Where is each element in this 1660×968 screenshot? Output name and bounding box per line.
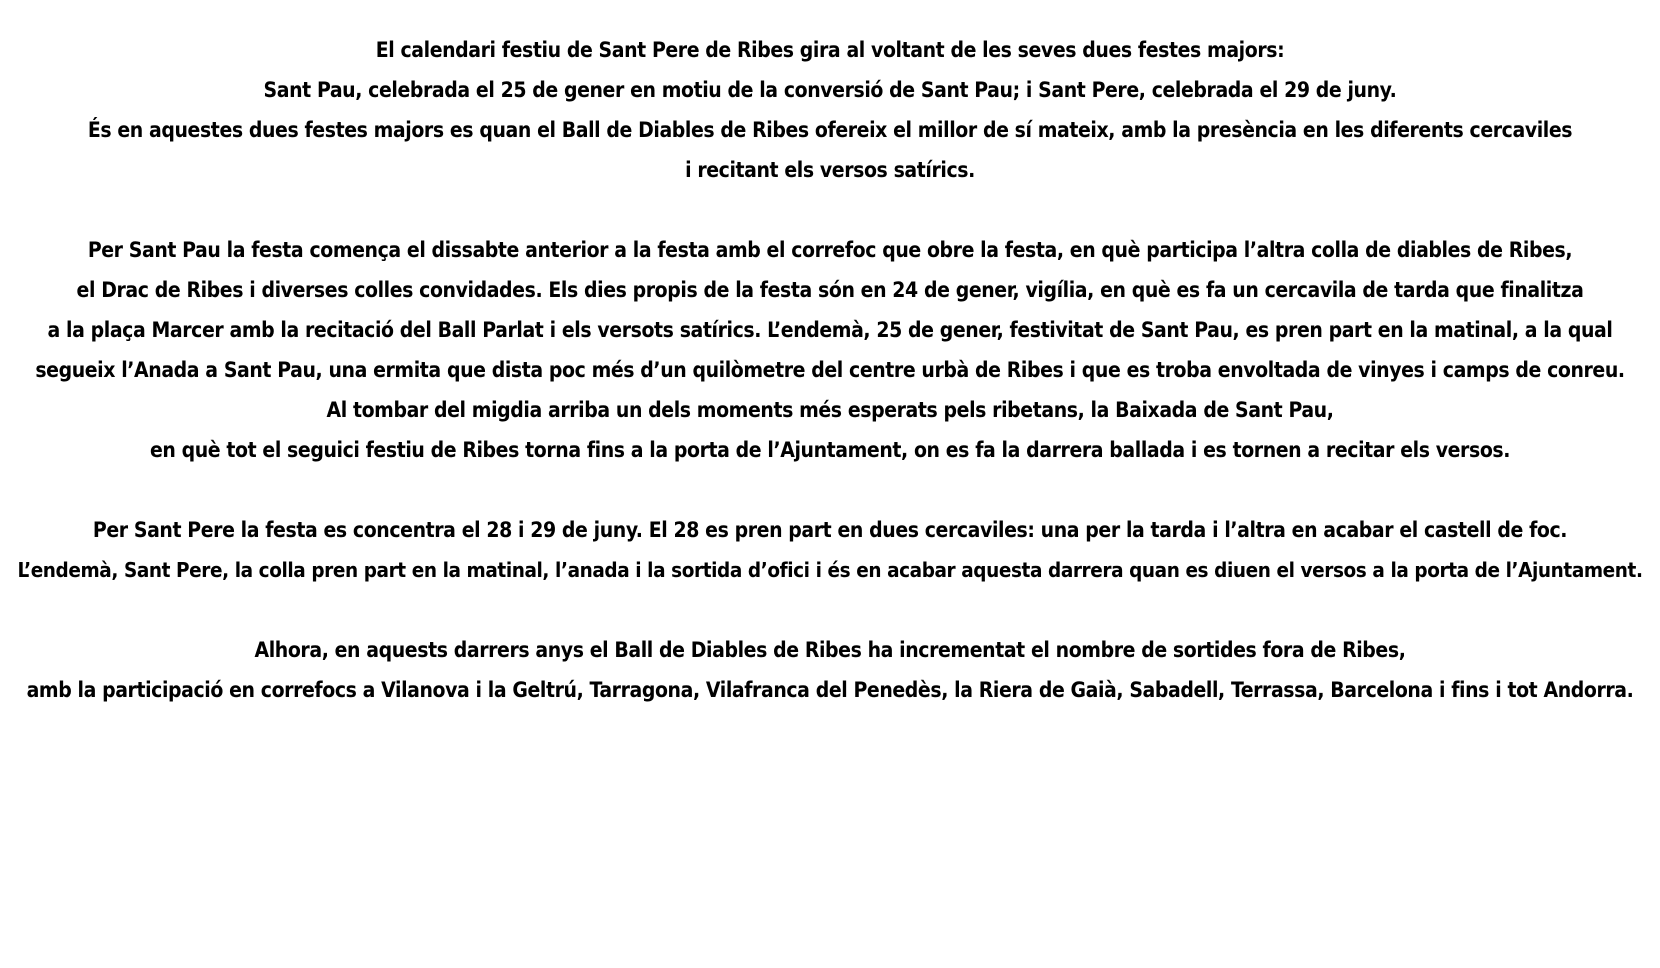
text-line: Per Sant Pau la festa comença el dissabte anterior a la festa amb el correfoc que obre la festa, en què participa l’altra colla de diables de Ribes, [87,238,1573,262]
document-body [0,30,1660,750]
paragraph-sant-pau [0,230,1660,470]
text-line: amb la participació en correfocs a Vilanova i la Geltrú, Tarragona, Vilafranca del Penedès, la Riera de Gaià, Sabadell, Terrassa, Barcelona i fins i tot Andorra. [26,678,1634,702]
text-line: segueix l’Anada a Sant Pau, una ermita que dista poc més d’un quilòmetre del centre urbà de Ribes i que es troba envoltada de vinyes i camps de conreu. [35,358,1625,382]
text-line: L’endemà, Sant Pere, la colla pren part en la matinal, l’anada i la sortida d’ofici i és en acabar aquesta darrera quan es diuen el versos a la porta de l’Ajuntament. [17,558,1643,582]
text-line: Al tombar del migdia arriba un dels moments més esperats pels ribetans, la Baixada de Sant Pau, [326,398,1334,422]
text-line: a la plaça Marcer amb la recitació del Ball Parlat i els versots satírics. L’endemà, 25 de gener, festivitat de Sant Pau, es pren part en la matinal, a la qual [47,318,1613,342]
paragraph-sortides [0,630,1660,710]
paragraph-sant-pere [0,510,1660,590]
text-line: i recitant els versos satírics. [685,158,975,182]
text-line: el Drac de Ribes i diverses colles convidades. Els dies propis de la festa són en 24 de gener, vigília, en què es fa un cercavila de tarda que finalitza [76,278,1584,302]
text-line: Sant Pau, celebrada el 25 de gener en motiu de la conversió de Sant Pau; i Sant Pere, celebrada el 29 de juny. [263,78,1397,102]
paragraph-festes-majors [0,30,1660,190]
text-line: Alhora, en aquests darrers anys el Ball de Diables de Ribes ha incrementat el nombre de sortides fora de Ribes, [254,638,1406,662]
text-line: El calendari festiu de Sant Pere de Ribes gira al voltant de les seves dues festes majors: [375,38,1285,62]
text-line: en què tot el seguici festiu de Ribes torna fins a la porta de l’Ajuntament, on es fa la darrera ballada i es tornen a recitar els versos. [149,438,1511,462]
text-line: És en aquestes dues festes majors es quan el Ball de Diables de Ribes ofereix el millor de sí mateix, amb la presència en les diferents cercaviles [87,118,1573,142]
text-line: Per Sant Pere la festa es concentra el 28 i 29 de juny. El 28 es pren part en dues cercaviles: una per la tarda i l’altra en acabar el castell de foc. [92,518,1568,542]
